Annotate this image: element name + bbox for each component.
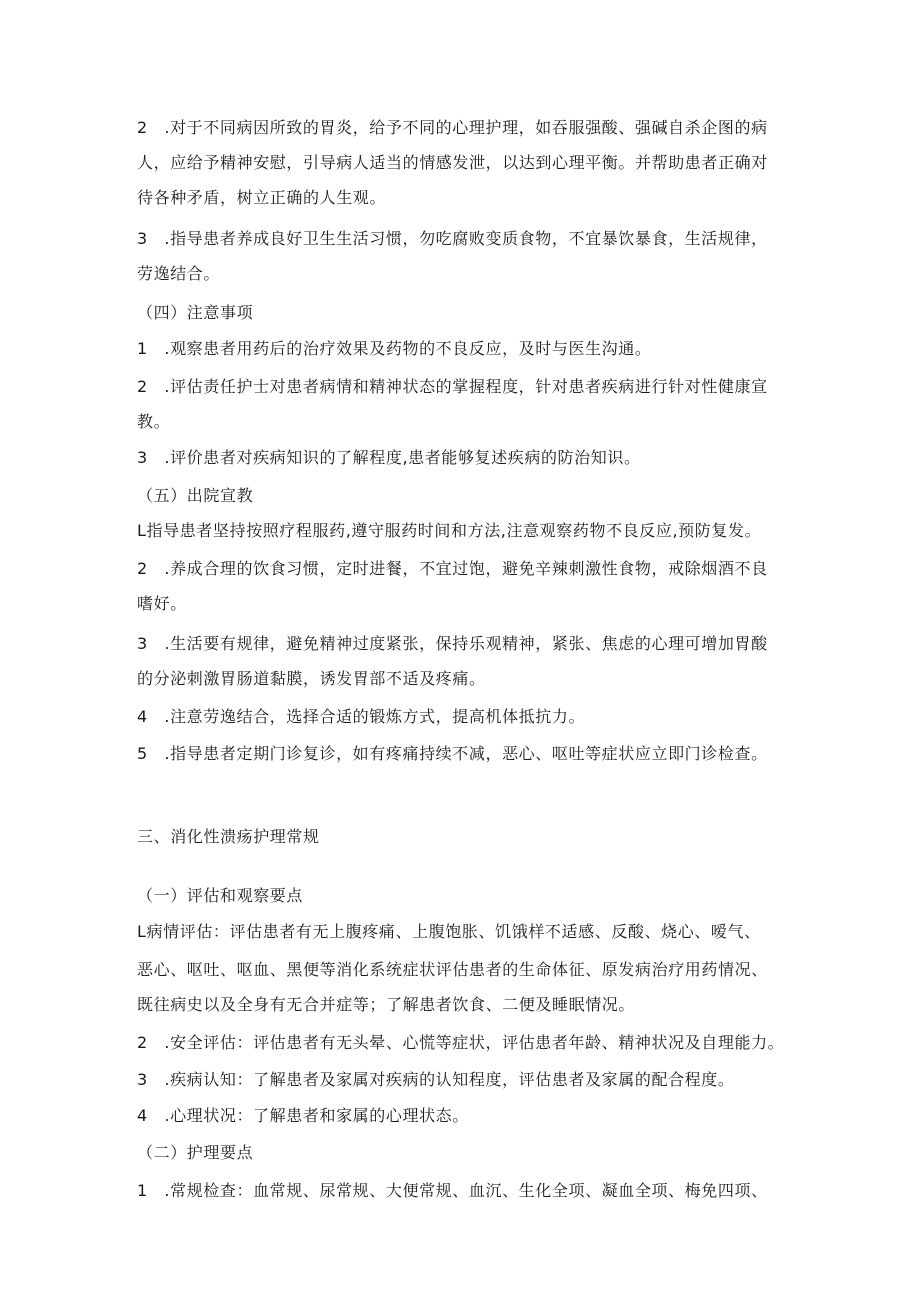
paragraph-line: 4 .注意劳逸结合，选择合适的锻炼方式，提高机体抵抗力。: [137, 707, 586, 726]
paragraph-line: 3 .疾病认知：了解患者及家属对疾病的认知程度，评估患者及家属的配合程度。: [137, 1070, 735, 1089]
paragraph-line: 教。: [137, 412, 171, 431]
paragraph-line: 2 .对于不同病因所致的胃炎，给予不同的心理护理，如吞服强酸、强碱自杀企图的病: [137, 118, 768, 137]
paragraph-line: 1 .常规检查：血常规、尿常规、大便常规、血沉、生化全项、凝血全项、梅免四项、: [137, 1181, 768, 1200]
section-heading: （五）出院宣教: [137, 486, 254, 505]
paragraph-line: 2 .评估责任护士对患者病情和精神状态的掌握程度，针对患者疾病进行针对性健康宣: [137, 377, 768, 396]
chapter-heading: 三、消化性溃疡护理常规: [137, 827, 320, 846]
paragraph-line: 既往病史以及全身有无合并症等；了解患者饮食、二便及睡眠情况。: [137, 995, 636, 1014]
paragraph-line: 1 .观察患者用药后的治疗效果及药物的不良反应，及时与医生沟通。: [137, 339, 652, 358]
paragraph-line: 恶心、呕吐、呕血、黑便等消化系统症状评估患者的生命体征、原发病治疗用药情况、: [137, 960, 768, 979]
paragraph-line: 3 .生活要有规律，避免精神过度紧张，保持乐观精神，紧张、焦虑的心理可增加胃酸: [137, 634, 768, 653]
paragraph-line: L指导患者坚持按照疗程服药,遵守服药时间和方法,注意观察药物不良反应,预防复发。: [137, 521, 762, 540]
paragraph-line: 2 .安全评估：评估患者有无头晕、心慌等症状，评估患者年龄、精神状况及自理能力。: [137, 1033, 785, 1052]
paragraph-line: 2 .养成合理的饮食习惯，定时进餐，不宜过饱，避免辛辣刺激性食物，戒除烟酒不良: [137, 559, 768, 578]
section-heading: （二）护理要点: [137, 1143, 254, 1162]
section-heading: （四）注意事项: [137, 303, 254, 322]
section-heading: （一）评估和观察要点: [137, 886, 304, 905]
paragraph-line: 3 .评价患者对疾病知识的了解程度,患者能够复述疾病的防治知识。: [137, 448, 641, 467]
paragraph-line: 待各种矛盾，树立正确的人生观。: [137, 188, 387, 207]
paragraph-line: 3 .指导患者养成良好卫生生活习惯，勿吃腐败变质食物，不宜暴饮暴食，生活规律，: [137, 229, 768, 248]
paragraph-line: 嗜好。: [137, 594, 187, 613]
paragraph-line: 5 .指导患者定期门诊复诊，如有疼痛持续不减，恶心、呕吐等症状应立即门诊检查。: [137, 744, 768, 763]
paragraph-line: 劳逸结合。: [137, 264, 221, 283]
paragraph-line: 的分泌刺激胃肠道黏膜，诱发胃部不适及疼痛。: [137, 669, 486, 688]
paragraph-line: 人，应给予精神安慰，引导病人适当的情感发泄，以达到心理平衡。并帮助患者正确对: [137, 153, 768, 172]
paragraph-line: L病情评估：评估患者有无上腹疼痛、上腹饱胀、饥饿样不适感、反酸、烧心、嗳气、: [137, 922, 761, 941]
paragraph-line: 4 .心理状况：了解患者和家属的心理状态。: [137, 1106, 469, 1125]
